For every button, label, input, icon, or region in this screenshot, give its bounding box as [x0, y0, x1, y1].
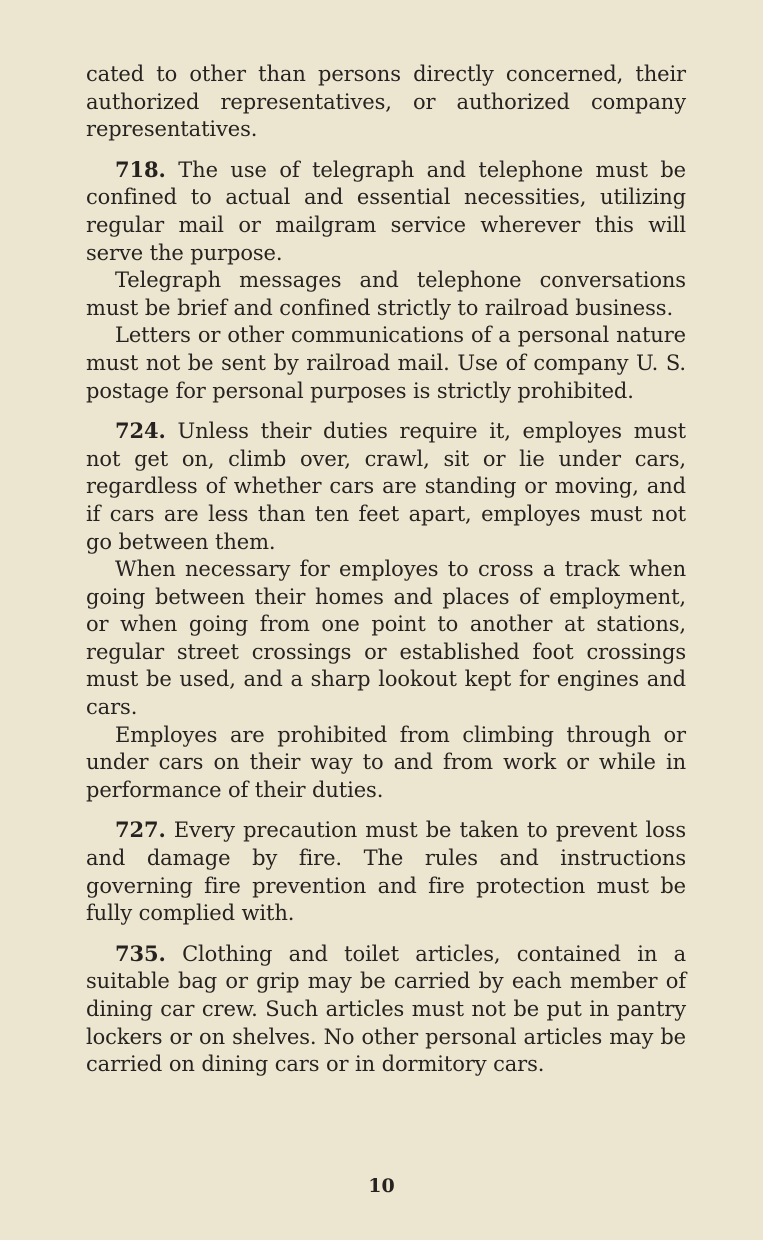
- rule-number: 718.: [115, 156, 166, 182]
- paragraph: [86, 322, 686, 405]
- paragraph-text: The use of telegraph and telephone must be confined to actual and essential necessities, utilizing regular mail or mailgram service wherever this will serve the purpose.: [86, 157, 686, 265]
- rule-number: 735.: [115, 940, 166, 966]
- rule-718: [86, 156, 686, 405]
- paragraph-text: Letters or other communications of a personal nature must not be sent by railroad mail. Use of company U. S. postage for personal purposes is strictly prohibited.: [86, 323, 686, 403]
- paragraph: [86, 556, 686, 722]
- paragraph: [86, 417, 686, 556]
- section-continuation: [86, 61, 686, 144]
- paragraph-text: Employes are prohibited from climbing through or under cars on their way to and from work or while in performance of their duties.: [86, 722, 686, 802]
- paragraph-text: cated to other than persons directly concerned, their authorized representatives, or authorized company representatives.: [86, 62, 686, 142]
- page-number: 10: [368, 1175, 395, 1197]
- rule-735: [86, 940, 686, 1079]
- paragraph-text: Every precaution must be taken to prevent loss and damage by fire. The rules and instructions governing fire prevention and fire protection must be fully complied with.: [86, 818, 686, 926]
- paragraph: [86, 816, 686, 927]
- paragraph: [86, 267, 686, 322]
- rule-724: [86, 417, 686, 804]
- paragraph-text: Telegraph messages and telephone conversations must be brief and confined strictly to railroad business.: [86, 268, 686, 320]
- paragraph: [86, 940, 686, 1079]
- paragraph-text: Clothing and toilet articles, contained in a suitable bag or grip may be carried by each member of dining car crew. Such articles must not be put in pantry lockers or on shelves. No other personal articles may be carried on dining cars or in dormitory cars.: [86, 941, 686, 1077]
- paragraph-text: Unless their duties require it, employes must not get on, climb over, crawl, sit or lie under cars, regardless of whether cars are standing or moving, and if cars are less than ten feet apart, employes must not go between them.: [86, 419, 686, 554]
- rule-number: 724.: [115, 418, 166, 444]
- paragraph: [86, 61, 686, 144]
- paragraph-text: When necessary for employes to cross a track when going between their homes and places of employment, or when going from one point to another at stations, regular street crossings or established foot crossings must be used, and a sharp lookout kept for engines and cars.: [86, 557, 686, 720]
- paragraph: [86, 722, 686, 805]
- rule-727: [86, 816, 686, 927]
- paragraph: [86, 156, 686, 267]
- rule-number: 727.: [115, 817, 166, 843]
